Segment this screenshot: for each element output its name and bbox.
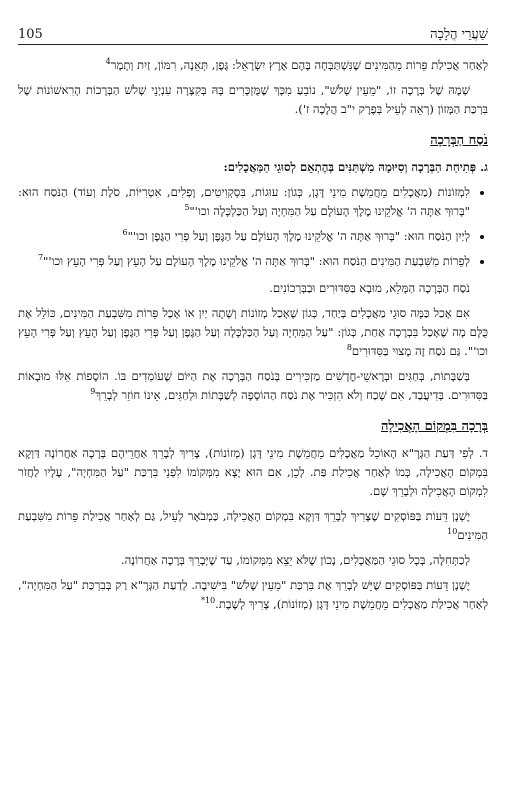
list-item: • לִמְזוֹנוֹת (מַאֲכָלִים מֵחֲמֵשֶׁת מִינֵי דָּגָן, כְּגוֹן: עוּגוֹת, בִּסְקְוִיטִים, וָפְלִים, אִטְרִיּוֹת, סֹלֶת וְעוֹד) הַנֹּסַח הוּא: "בָּרוּךְ אַתָּה ה' אֱלֹקֵינוּ מֶלֶךְ הָעוֹלָם עַל הַמִּחְיָה וְעַל הַכַּלְכָּלָה וכו'"$^5$ [18,183,470,221]
footnote-ref: 5 [184,203,190,213]
footnote-ref: 10 [447,527,458,537]
footnote-ref: 8 [346,343,352,353]
paragraph: נֹסַח הַבְּרָכָה הַמָּלֵא, מוּבָא בַּסִּדּוּרִים וּבַבְּרְכוֹנִים. [269,281,470,295]
paragraph: ד. לְפִי דַּעַת הַגְּרָ"א הָאוֹכֵל מַאֲכָלִים מֵחֲמֵשֶׁת מִינֵי דָּגָן (מְזוֹנוֹת), צָרִיךְ לְבָרֵךְ אַחֲרֵיהֶם בְּרָכָה אַחֲרוֹנָה דַּוְקָא בִּמְקוֹם הָאֲכִילָה, כְּמוֹ לְאַחַר אֲכִילַת פַּת. לָכֵן, אִם הוּא יָצָא מִמְּקוֹמוֹ לִפְנֵי בִּרְכַּת "עַל הַמִּחְיָה", עָלָיו לַחֲזֹר לִמְקוֹם הָאֲכִילָה וּלְבָרֵךְ שָׁם. [18,446,488,498]
running-header [18,26,488,45]
paragraph: בְּשַׁבָּתוֹת, בְּחַגִּים וּבְרָאשֵׁי-חֳדָשִׁים מַזְכִּירִים בְּנֹסַח הַבְּרָכָה אֶת הַיּוֹם שֶׁעוֹמְדִים בּוֹ. הוֹסָפוֹת אֵלּוּ מוּבָאוֹת בַּסִּדּוּרִים. בְּדִיעֲבַד, אִם שָׁכַח וְלֹא הִזְכִּיר אֶת נֹסַח הַהוֹסָפָה לְשַׁבָּתוֹת וּלְחַגִּים, אֵינוֹ חוֹזֵר לְבָרֵךְ$^9$ [18,369,488,402]
footnote-ref: 10* [200,596,216,606]
footnote-ref: 6 [122,228,128,238]
footnote-ref: 4 [105,57,111,67]
paragraph: לְכַתְּחִלָּה, בְּכָל סוּגֵי הַמַּאֲכָלִים, נָכוֹן שֶׁלֹּא יֵצֵא מִמְּקוֹמוֹ, עַד שֶׁיְּבָרֵךְ בְּרָכָה אַחֲרוֹנָה. [120,553,470,567]
list-item: • לְפֵרוֹת מִשִּׁבְעַת הַמִּינִים הַנֹּסַח הוּא: "בָּרוּךְ אַתָּה ה' אֱלֹקֵינוּ מֶלֶךְ הָעוֹלָם עַל הָעֵץ וְעַל פְּרִי הָעֵץ וכו'"$^7$ [18,252,470,271]
paragraph: לְאַחַר אֲכִילַת פֵּרוֹת מֵהַמִּינִים שֶׁנִּשְׁתַּבְּחָה בָּהֶם אֶרֶץ יִשְׂרָאֵל: גֶּפֶן, תְּאֵנָה, רִמּוֹן, זַיִת וְתָמָר$^4$ [105,57,488,72]
section-heading: נֹסַח הַבְּרָכָה [430,133,488,148]
page-body [18,56,488,620]
section-heading: בְּרָכָה בִּמְקוֹם הָאֲכִילָה [380,419,488,434]
running-title: שַׁעֲרֵי הֲלָכָה [430,27,488,42]
paragraph: שְׁמָהּ שֶׁל בְּרָכָה זוֹ, "מֵעֵין שָׁלֹשׁ", נוֹבֵעַ מִכָּךְ שֶׁמֻּזְכָּרִים בָּהּ בְּקִצָּרָה עִנְיְנֵי שָׁלֹשׁ הַבְּרָכוֹת הָרִאשׁוֹנוֹת שֶׁל בִּרְכַּת הַמָּזוֹן (רְאֵה לְעֵיל בְּפֶרֶק י"ב הֲלָכָה ז'). [18,83,488,116]
footnote-ref: 7 [37,253,44,263]
paragraph: אִם אָכַל כַּמָּה סוּגֵי מַאֲכָלִים בְּיַחַד, כְּגוֹן שֶׁאָכַל מְזוֹנוֹת וְשָׁתָה יַיִן אוֹ אָכַל פֵּרוֹת מִשִּׁבְעַת הַמִּינִים, כּוֹלֵל אֶת כֻּלָּם מָה שֶׁאָכַל בִּבְרָכָה אַחַת, כְּגוֹן: "עַל הַמִּחְיָה וְעַל הַכַּלְכָּלָה וְעַל הַגֶּפֶן וְעַל פְּרִי הַגֶּפֶן וְעַל הָעֵץ וְעַל פְּרִי הָעֵץ וכו'". גַּם נֹסַח זֶה מָצוּי בַּסִּדּוּרִים$^8$ [18,306,488,358]
bullet-list [18,183,488,271]
footnote-ref: 9 [90,387,96,397]
clause-intro: ג. פְּתִיחַת הַבְּרָכָה וְסִיּוּמָהּ מִשְׁתַּנִּים בְּהֶתְאֵם לְסוּגֵי הַמַּאֲכָלִים: [223,160,488,174]
paragraph: יֶשְׁנָן דֵּעוֹת בַּפּוֹסְקִים שֶׁיֵּשׁ לְבָרֵךְ אֶת בִּרְכַּת "מֵעֵין שָׁלֹשׁ" בִּישִׁיבָה. לְדַעַת הַגְּרָ"א רַק בְּבִרְכַּת "עַל הַמִּחְיָה", לְאַחַר אֲכִילַת מַאֲכָלִים מֵחֲמֵשֶׁת מִינֵי דָּגָן (מְזוֹנוֹת), צָרִיךְ לָשֶׁבֶת.$^{10*}$ [18,578,488,611]
list-item: • לְיַיִן הַנֹּסַח הוּא: "בָּרוּךְ אַתָּה ה' אֱלֹקֵינוּ מֶלֶךְ הָעוֹלָם עַל הַגֶּפֶן וְעַל פְּרִי הַגֶּפֶן וכו'"$^6$ [18,227,470,246]
paragraph: יֶשְׁנָן דֵּעוֹת בַּפּוֹסְקִים שֶׁצָּרִיךְ לְבָרֵךְ דַּוְקָא בִּמְקוֹם הָאֲכִילָה, כַּמְבֹאָר לְעֵיל, גַּם לְאַחַר אֲכִילַת פֵּרוֹת מִשִּׁבְעַת הַמִּינִים$^{10}$ [18,509,488,542]
page-number: 105 [18,27,43,42]
